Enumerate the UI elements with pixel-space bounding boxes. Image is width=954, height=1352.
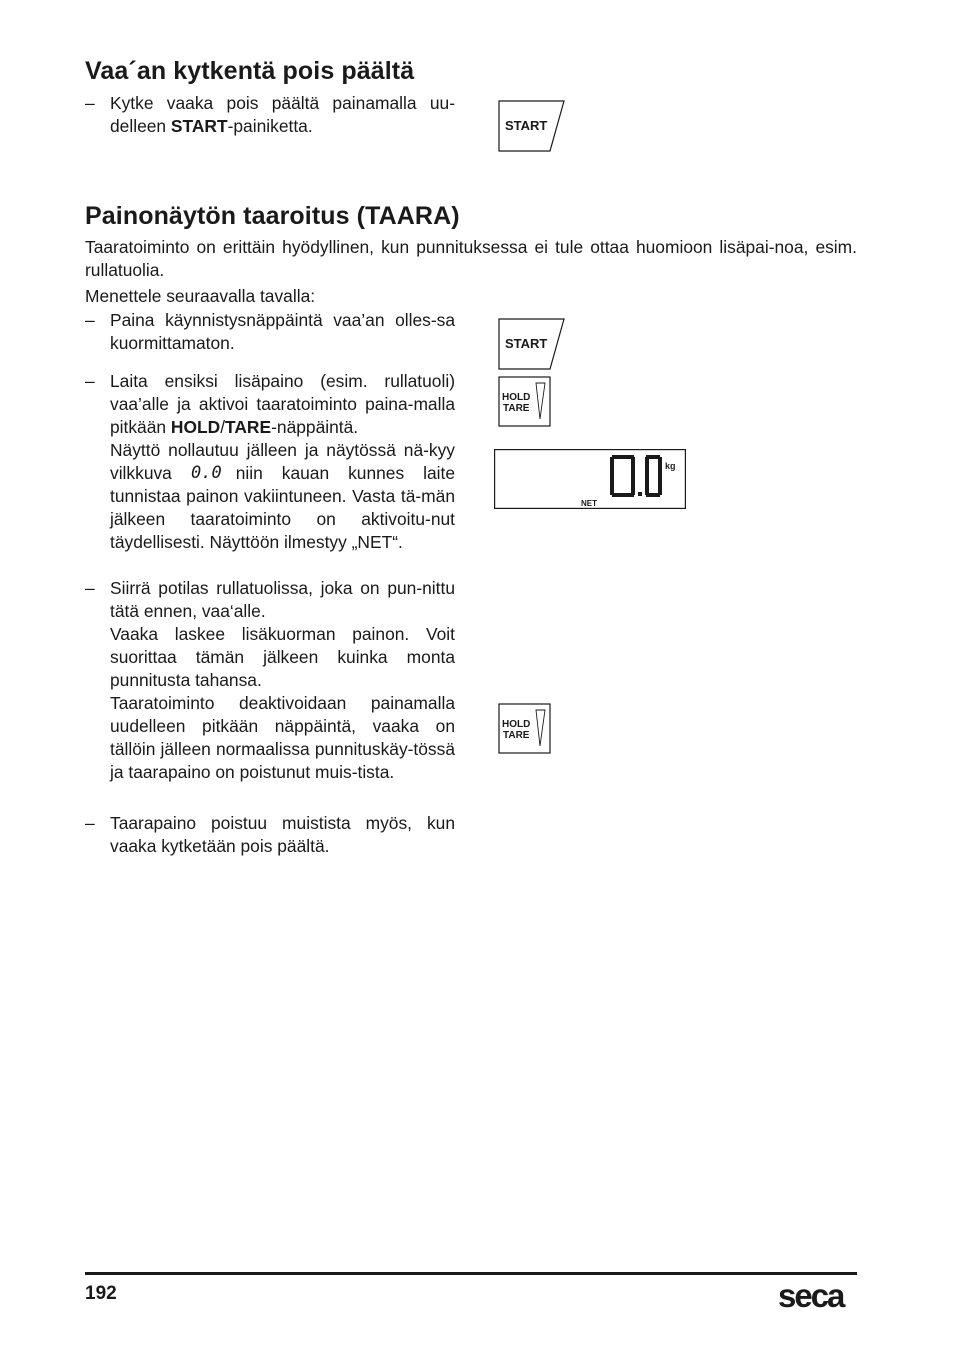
list-dash: – [85, 578, 95, 598]
list-item [85, 577, 455, 784]
intro-paragraph: Taaratoiminto on erittäin hyödyllinen, kun punnituksessa ei tule ottaa huomioon lisäpai-noa, esim. rullatuolia. [85, 237, 857, 280]
seca-logo-text: seca [778, 1277, 844, 1314]
list-item-text [110, 439, 455, 554]
tare-label: TARE [503, 403, 530, 414]
list-item [85, 92, 455, 138]
start-button [498, 100, 566, 152]
seca-logo [778, 1277, 858, 1313]
bold-keyword-tare: TARE [225, 417, 272, 437]
tare-label: TARE [503, 730, 530, 741]
list-item [85, 812, 455, 858]
list-item-text: Vaaka laskee lisäkuorman painon. Voit suorittaa tämän jälkeen kuinka monta punnitusta tahansa. [110, 624, 455, 690]
text-fragment: Kytke vaaka pois päältä painamalla uu-delleen [110, 93, 455, 136]
bold-keyword-start: START [170, 116, 228, 136]
list-item-text [110, 92, 455, 138]
text-fragment: niin kauan kunnes laite tunnistaa painon vakiintuneen. Vasta tä-män jälkeen taaratoiminto on aktivoitu-nut täydellisesti. Näyttöön ilmestyy „NET“. [110, 463, 455, 552]
section-heading-switch-off: Vaa´an kytkentä pois päältä [85, 57, 415, 85]
list-dash: – [85, 813, 95, 833]
list-item-text: Taarapaino poistuu muistista myös, kun vaaka kytketään pois päältä. [110, 813, 455, 856]
page-number: 192 [85, 1283, 117, 1304]
list-item-text: Paina käynnistysnäppäintä vaa’an olles-sa kuormittamaton. [110, 310, 455, 353]
bold-keyword-hold: HOLD [170, 417, 221, 437]
list-item-text: Taaratoiminto deaktivoidaan painamalla uudelleen pitkään näppäintä, vaaka on tällöin jälleen normaalissa punnituskäy-tössä ja taarapaino on poistunut muis-tista. [110, 693, 455, 782]
list-item [85, 309, 455, 355]
list-dash: – [85, 93, 95, 113]
hold-tare-button [498, 703, 552, 755]
text-fragment: / [220, 417, 226, 437]
start-button-label: START [505, 336, 548, 351]
footer-rule [85, 1272, 857, 1275]
list-dash: – [85, 310, 95, 330]
section-heading-tare: Painonäytön taaroitus (TAARA) [85, 202, 460, 230]
list-item-text: Siirrä potilas rullatuolissa, joka on pun-nittu tätä ennen, vaa‘alle. [110, 578, 455, 621]
text-fragment: -painiketta. [227, 116, 313, 136]
decimal-point [638, 492, 642, 496]
start-button-label: START [505, 118, 548, 133]
text-fragment: -näppäintä. [271, 417, 359, 437]
text-fragment: Laita ensiksi lisäpaino (esim. rullatuoli) vaa’alle ja aktivoi taaratoiminto paina-malla pitkään [110, 371, 455, 437]
display-zero-symbol [190, 463, 222, 483]
hold-tare-button [498, 376, 552, 428]
list-item-text [110, 370, 455, 439]
unit-label: kg [665, 461, 676, 471]
list-item [85, 370, 455, 554]
display-zero-symbol-text: 0.0 [190, 463, 222, 483]
hold-label: HOLD [502, 392, 531, 403]
scale-display [494, 449, 686, 509]
list-dash: – [85, 371, 95, 391]
method-paragraph: Menettele seuraavalla tavalla: [85, 286, 316, 306]
net-label: NET [581, 499, 597, 508]
hold-label: HOLD [502, 719, 531, 730]
start-button [498, 318, 566, 370]
text-fragment: Näyttö nollautuu jälleen ja näytössä nä-kyy vilkkuva [110, 440, 455, 483]
